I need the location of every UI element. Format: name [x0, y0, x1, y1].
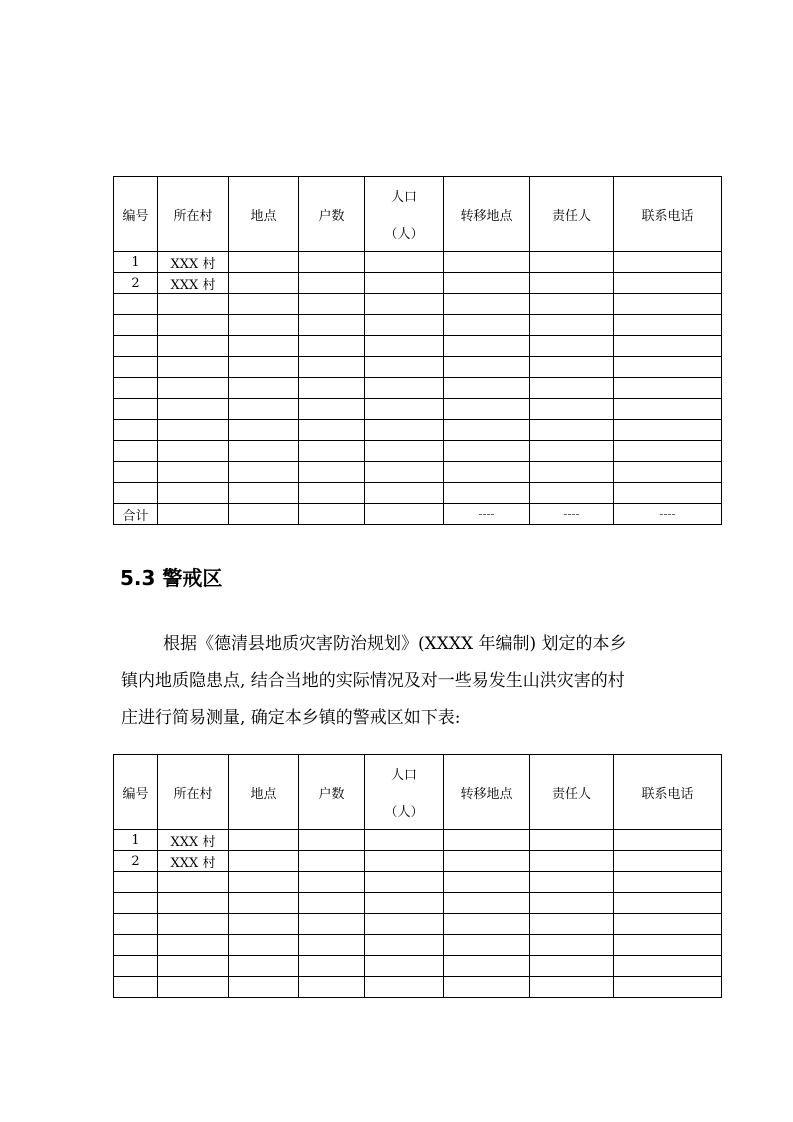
- table-row: [114, 462, 722, 483]
- table-cell: [158, 441, 229, 462]
- table-cell: 1: [114, 252, 158, 273]
- table-cell: [114, 441, 158, 462]
- table-cell: [444, 893, 530, 914]
- table-cell: [444, 956, 530, 977]
- table-cell: [158, 399, 229, 420]
- table-cell: [114, 483, 158, 504]
- table-cell: 2: [114, 851, 158, 872]
- table-cell: 1: [114, 830, 158, 851]
- table-cell: [444, 273, 530, 294]
- table-cell: [530, 914, 614, 935]
- table-cell: [299, 504, 365, 525]
- table-cell: [530, 462, 614, 483]
- table-row: [114, 252, 722, 273]
- table-row: [114, 357, 722, 378]
- table-body: [114, 830, 722, 998]
- table-cell: [530, 252, 614, 273]
- table-cell: [614, 441, 722, 462]
- table-cell: [229, 830, 299, 851]
- header-households: 户数: [299, 177, 365, 252]
- table-cell: [365, 294, 444, 315]
- table-cell: [299, 872, 365, 893]
- table-cell: [530, 872, 614, 893]
- header-households: 户数: [299, 755, 365, 830]
- table-cell: [365, 378, 444, 399]
- table-cell: [299, 252, 365, 273]
- table-cell: [114, 935, 158, 956]
- table-cell: [365, 872, 444, 893]
- table-row: [114, 914, 722, 935]
- table-cell: [299, 483, 365, 504]
- table-cell: [530, 893, 614, 914]
- table-cell: [229, 420, 299, 441]
- table-cell: [614, 399, 722, 420]
- header-village: 所在村: [158, 755, 229, 830]
- table-cell: [365, 483, 444, 504]
- table-cell: [299, 893, 365, 914]
- table-cell: [444, 872, 530, 893]
- table-cell: [158, 378, 229, 399]
- table-cell: [444, 977, 530, 998]
- table-cell: [229, 273, 299, 294]
- table-cell: [158, 872, 229, 893]
- table-cell: [158, 956, 229, 977]
- table-cell: [365, 357, 444, 378]
- table-cell: [530, 315, 614, 336]
- table-row: [114, 851, 722, 872]
- table-cell: [530, 935, 614, 956]
- table-header-row: [114, 177, 722, 252]
- table-cell: [114, 357, 158, 378]
- table-cell: [158, 914, 229, 935]
- table-cell: [158, 893, 229, 914]
- table-body: [114, 252, 722, 504]
- table-cell: [530, 441, 614, 462]
- table-cell: [614, 252, 722, 273]
- table-cell: [530, 294, 614, 315]
- table-cell: [114, 378, 158, 399]
- table-cell: [158, 977, 229, 998]
- table-cell: [229, 294, 299, 315]
- table-cell: [158, 336, 229, 357]
- table-cell: [444, 378, 530, 399]
- table-cell: [530, 336, 614, 357]
- total-dash: ----: [444, 504, 530, 525]
- table-cell: [299, 336, 365, 357]
- table-cell: [614, 336, 722, 357]
- header-location: 地点: [229, 177, 299, 252]
- table-cell: [114, 893, 158, 914]
- table-cell: [365, 462, 444, 483]
- table-cell: [365, 336, 444, 357]
- table-cell: XXX 村: [158, 851, 229, 872]
- table-cell: [365, 914, 444, 935]
- table-cell: [365, 273, 444, 294]
- table-cell: [114, 315, 158, 336]
- table-cell: [299, 851, 365, 872]
- table-row: [114, 872, 722, 893]
- table-cell: [229, 935, 299, 956]
- header-phone: 联系电话: [614, 177, 722, 252]
- table-cell: [229, 914, 299, 935]
- table-cell: [530, 420, 614, 441]
- table-cell: XXX 村: [158, 830, 229, 851]
- header-population-unit: （人）: [384, 805, 424, 820]
- table-cell: [614, 420, 722, 441]
- table-cell: [365, 420, 444, 441]
- table-cell: [530, 977, 614, 998]
- table-cell: [365, 441, 444, 462]
- header-population-label: 人口: [390, 768, 417, 783]
- table-cell: 2: [114, 273, 158, 294]
- table-cell: [365, 851, 444, 872]
- table-cell: [299, 956, 365, 977]
- header-responsible-person: 责任人: [530, 177, 614, 252]
- body-paragraph: [121, 626, 701, 737]
- table-cell: [158, 315, 229, 336]
- header-id: 编号: [114, 177, 158, 252]
- table-cell: [530, 851, 614, 872]
- table-row: [114, 420, 722, 441]
- table-cell: [444, 315, 530, 336]
- table-cell: [229, 462, 299, 483]
- table-cell: [299, 315, 365, 336]
- total-dash: ----: [530, 504, 614, 525]
- table-cell: [229, 315, 299, 336]
- table-cell: [614, 956, 722, 977]
- table-cell: [530, 956, 614, 977]
- header-population: [365, 755, 444, 830]
- table-cell: XXX 村: [158, 252, 229, 273]
- paragraph-line: 镇内地质隐患点, 结合当地的实际情况及对一些易发生山洪灾害的村: [121, 671, 625, 691]
- table-cell: [365, 830, 444, 851]
- table-cell: [229, 399, 299, 420]
- table-row: [114, 977, 722, 998]
- table-cell: [614, 893, 722, 914]
- header-population-label: 人口: [390, 190, 417, 205]
- table-cell: [158, 935, 229, 956]
- header-population: [365, 177, 444, 252]
- table-cell: [114, 956, 158, 977]
- table-cell: [299, 441, 365, 462]
- table-cell: [614, 294, 722, 315]
- table-cell: [299, 399, 365, 420]
- table-cell: [444, 830, 530, 851]
- table-cell: [229, 357, 299, 378]
- table-cell: [299, 294, 365, 315]
- table-cell: [530, 399, 614, 420]
- table-cell: [229, 483, 299, 504]
- table-row: [114, 378, 722, 399]
- table-cell: [229, 504, 299, 525]
- table-row: [114, 935, 722, 956]
- table-cell: [614, 483, 722, 504]
- table-cell: [365, 977, 444, 998]
- table-cell: [299, 914, 365, 935]
- header-relocation-site: 转移地点: [444, 755, 530, 830]
- table-cell: [530, 357, 614, 378]
- header-id: 编号: [114, 755, 158, 830]
- table-cell: [299, 462, 365, 483]
- table-cell: [229, 441, 299, 462]
- header-responsible-person: 责任人: [530, 755, 614, 830]
- table-cell: [614, 357, 722, 378]
- table-cell: [614, 872, 722, 893]
- table-cell: [158, 504, 229, 525]
- table-cell: [614, 977, 722, 998]
- table-cell: [444, 294, 530, 315]
- table-cell: [444, 441, 530, 462]
- table-cell: [614, 851, 722, 872]
- table-cell: [444, 483, 530, 504]
- table-cell: [365, 399, 444, 420]
- table-cell: [299, 830, 365, 851]
- table-row: [114, 294, 722, 315]
- table-cell: [444, 357, 530, 378]
- table-cell: [365, 315, 444, 336]
- table-row: [114, 830, 722, 851]
- table-cell: [444, 252, 530, 273]
- table-cell: [614, 830, 722, 851]
- table-cell: [158, 462, 229, 483]
- table-cell: [229, 956, 299, 977]
- table-cell: [114, 872, 158, 893]
- table-cell: [299, 420, 365, 441]
- header-population-unit: （人）: [384, 227, 424, 242]
- table-row: [114, 315, 722, 336]
- table-cell: [114, 336, 158, 357]
- table-cell: [299, 378, 365, 399]
- table-cell: [114, 420, 158, 441]
- table-cell: [530, 273, 614, 294]
- table-cell: [229, 977, 299, 998]
- table-cell: [530, 830, 614, 851]
- table-cell: [114, 294, 158, 315]
- total-row: [114, 504, 722, 525]
- paragraph-line: 根据《德清县地质灾害防治规划》(XXXX 年编制) 划定的本乡: [163, 634, 627, 654]
- total-dash: ----: [614, 504, 722, 525]
- table-cell: [365, 893, 444, 914]
- table-cell: [530, 378, 614, 399]
- table-cell: [158, 294, 229, 315]
- warning-zone-table: [113, 754, 722, 998]
- table-cell: [614, 462, 722, 483]
- table-cell: [614, 378, 722, 399]
- table-cell: [530, 483, 614, 504]
- table-cell: [299, 273, 365, 294]
- table-cell: [229, 872, 299, 893]
- table-cell: [444, 935, 530, 956]
- table-cell: [365, 956, 444, 977]
- table-row: [114, 483, 722, 504]
- table-cell: [114, 399, 158, 420]
- table-cell: [444, 462, 530, 483]
- table-cell: [229, 252, 299, 273]
- table-cell: [614, 315, 722, 336]
- section-heading: 5.3 警戒区: [120, 566, 223, 590]
- header-location: 地点: [229, 755, 299, 830]
- header-phone: 联系电话: [614, 755, 722, 830]
- table-cell: [299, 977, 365, 998]
- table-cell: [229, 851, 299, 872]
- table-cell: [365, 504, 444, 525]
- table-cell: [229, 336, 299, 357]
- table-cell: [444, 336, 530, 357]
- table-cell: [158, 483, 229, 504]
- table-cell: [444, 914, 530, 935]
- table-cell: [365, 935, 444, 956]
- paragraph-line: 庄进行简易测量, 确定本乡镇的警戒区如下表:: [121, 708, 461, 728]
- table-cell: XXX 村: [158, 273, 229, 294]
- table-cell: [444, 851, 530, 872]
- table-cell: [114, 914, 158, 935]
- table-row: [114, 273, 722, 294]
- table-cell: [229, 893, 299, 914]
- table-cell: [158, 420, 229, 441]
- table-cell: [444, 420, 530, 441]
- table-row: [114, 893, 722, 914]
- table-cell: [614, 273, 722, 294]
- table-cell: [299, 935, 365, 956]
- table-cell: [444, 399, 530, 420]
- table-row: [114, 441, 722, 462]
- table-cell: [114, 977, 158, 998]
- evacuation-table: [113, 176, 722, 525]
- table-row: [114, 956, 722, 977]
- table-cell: [158, 357, 229, 378]
- table-cell: [614, 914, 722, 935]
- table-cell: [365, 252, 444, 273]
- table-cell: [114, 462, 158, 483]
- table-header-row: [114, 755, 722, 830]
- header-relocation-site: 转移地点: [444, 177, 530, 252]
- table-row: [114, 399, 722, 420]
- header-village: 所在村: [158, 177, 229, 252]
- table-cell: [229, 378, 299, 399]
- total-label: 合计: [114, 504, 158, 525]
- table-cell: [299, 357, 365, 378]
- table-row: [114, 336, 722, 357]
- table-cell: [614, 935, 722, 956]
